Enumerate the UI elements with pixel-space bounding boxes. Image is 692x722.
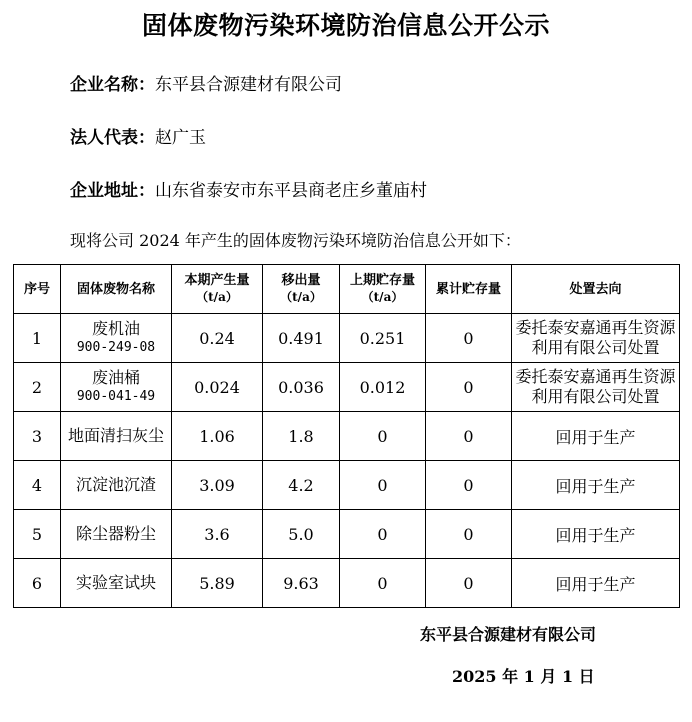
cell-seq: 3 — [14, 412, 61, 461]
cell-disposal: 回用于生产 — [512, 412, 680, 461]
cell-disposal: 回用于生产 — [512, 559, 680, 608]
header-disposal: 处置去向 — [512, 265, 680, 314]
header-prev-stock — [340, 265, 426, 314]
cell-produced: 0.24 — [172, 314, 263, 363]
header-produced — [172, 265, 263, 314]
cell-cum-stock: 0 — [426, 314, 512, 363]
cell-disposal: 回用于生产 — [512, 461, 680, 510]
header-cum-stock: 累计贮存量 — [426, 265, 512, 314]
company-name-line — [70, 70, 342, 95]
waste-code: 900-041-49 — [76, 389, 156, 404]
table-header-row — [14, 265, 680, 314]
cell-prev-stock: 0 — [340, 461, 426, 510]
waste-name: 废油桶 — [91, 368, 140, 387]
header-prev-stock-label: 上期贮存量 — [349, 273, 415, 288]
cell-seq: 5 — [14, 510, 61, 559]
signature-company: 东平县合源建材有限公司 — [420, 625, 597, 644]
company-name-label: 企业名称： — [70, 75, 155, 95]
waste-name: 沉淀池沉渣 — [75, 475, 156, 494]
cell-produced: 0.024 — [172, 363, 263, 412]
company-address-value: 山东省泰安市东平县商老庄乡董庙村 — [155, 181, 427, 201]
cell-name — [61, 412, 172, 461]
cell-disposal: 委托泰安嘉通再生资源利用有限公司处置 — [512, 314, 680, 363]
header-produced-unit: （t/a） — [196, 290, 238, 304]
cell-produced: 3.09 — [172, 461, 263, 510]
cell-removed: 0.036 — [263, 363, 340, 412]
solid-waste-table — [13, 264, 680, 608]
table-row — [14, 510, 680, 559]
cell-removed: 4.2 — [263, 461, 340, 510]
table-row — [14, 412, 680, 461]
cell-seq: 2 — [14, 363, 61, 412]
table-row — [14, 461, 680, 510]
cell-seq: 4 — [14, 461, 61, 510]
cell-removed: 0.491 — [263, 314, 340, 363]
company-name-value: 东平县合源建材有限公司 — [155, 75, 342, 95]
table-row — [14, 314, 680, 363]
header-removed — [263, 265, 340, 314]
cell-prev-stock: 0.012 — [340, 363, 426, 412]
cell-name — [61, 461, 172, 510]
cell-prev-stock: 0.251 — [340, 314, 426, 363]
header-seq: 序号 — [14, 265, 61, 314]
cell-prev-stock: 0 — [340, 559, 426, 608]
legal-rep-line — [70, 123, 206, 148]
cell-seq: 6 — [14, 559, 61, 608]
cell-cum-stock: 0 — [426, 461, 512, 510]
company-address-label: 企业地址： — [70, 181, 155, 201]
header-removed-label: 移出量 — [281, 273, 321, 288]
cell-seq: 1 — [14, 314, 61, 363]
cell-name — [61, 363, 172, 412]
cell-prev-stock: 0 — [340, 412, 426, 461]
waste-name: 废机油 — [91, 319, 140, 338]
cell-disposal: 回用于生产 — [512, 510, 680, 559]
cell-removed: 9.63 — [263, 559, 340, 608]
cell-cum-stock: 0 — [426, 559, 512, 608]
waste-name: 地面清扫灰尘 — [67, 426, 164, 445]
cell-cum-stock: 0 — [426, 510, 512, 559]
signature-date: 2025 年 1 月 1 日 — [452, 667, 595, 686]
cell-name — [61, 510, 172, 559]
cell-name — [61, 314, 172, 363]
cell-cum-stock: 0 — [426, 363, 512, 412]
header-name: 固体废物名称 — [61, 265, 172, 314]
page-title: 固体废物污染环境防治信息公开公示 — [141, 11, 550, 40]
table-row — [14, 559, 680, 608]
waste-code: 900-249-08 — [76, 340, 156, 355]
intro-text: 现将公司 2024 年产生的固体废物污染环境防治信息公开如下： — [70, 231, 521, 250]
legal-rep-label: 法人代表： — [70, 128, 155, 148]
cell-produced: 1.06 — [172, 412, 263, 461]
company-address-line — [70, 176, 427, 201]
waste-name: 除尘器粉尘 — [75, 524, 156, 543]
legal-rep-value: 赵广玉 — [155, 128, 206, 148]
header-produced-label: 本期产生量 — [184, 273, 250, 288]
cell-removed: 5.0 — [263, 510, 340, 559]
cell-produced: 3.6 — [172, 510, 263, 559]
waste-name: 实验室试块 — [75, 573, 156, 592]
cell-prev-stock: 0 — [340, 510, 426, 559]
table-row — [14, 363, 680, 412]
cell-disposal: 委托泰安嘉通再生资源利用有限公司处置 — [512, 363, 680, 412]
cell-produced: 5.89 — [172, 559, 263, 608]
header-prev-stock-unit: （t/a） — [361, 290, 404, 304]
cell-removed: 1.8 — [263, 412, 340, 461]
cell-name — [61, 559, 172, 608]
cell-cum-stock: 0 — [426, 412, 512, 461]
header-removed-unit: （t/a） — [280, 290, 322, 304]
